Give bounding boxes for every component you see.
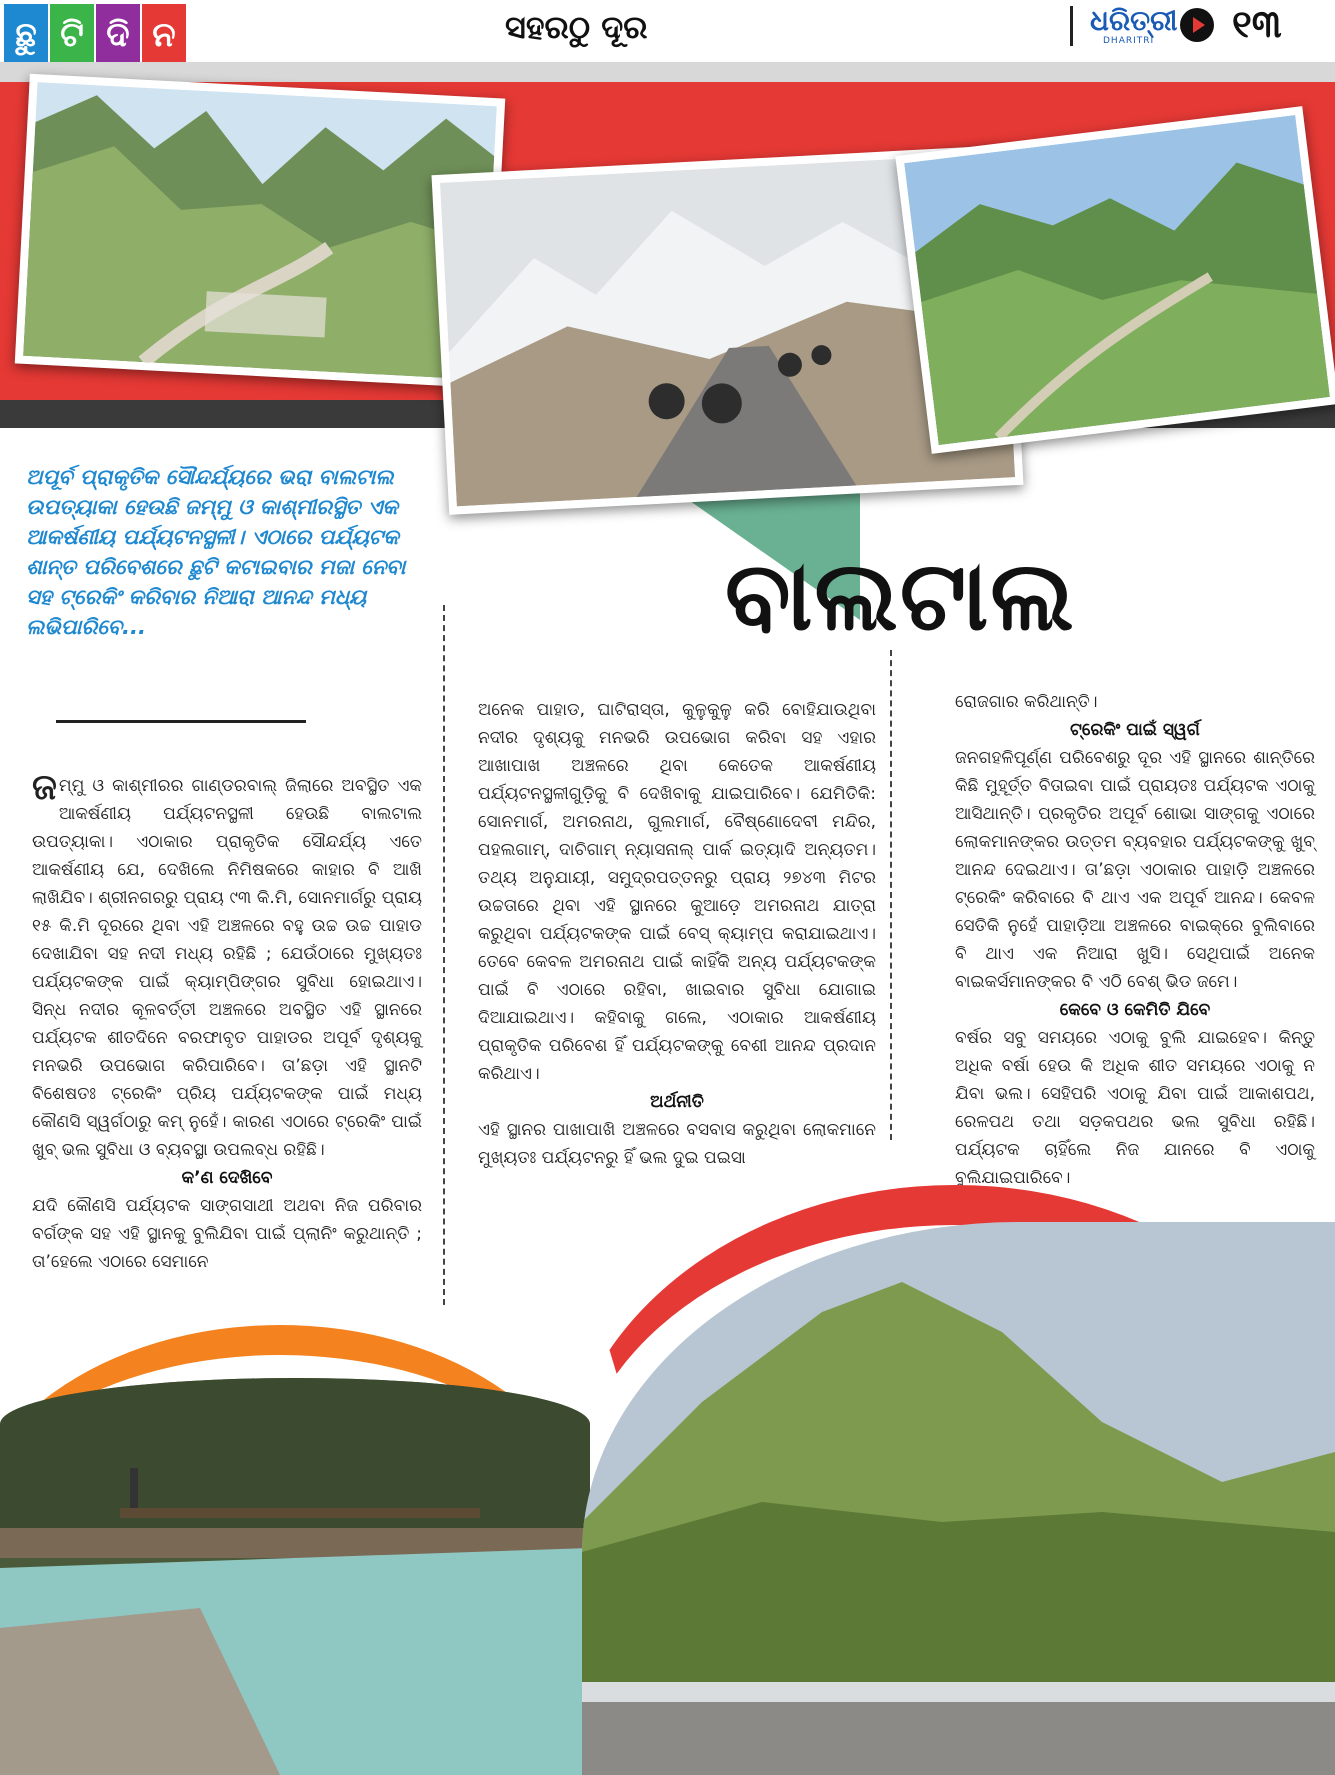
logo-letter: ନ — [142, 4, 186, 66]
paragraph: ରୋଜଗାର କରିଥାନ୍ତି। — [955, 692, 1098, 712]
column-divider — [443, 605, 445, 1305]
paragraph: ଯଦି କୌଣସି ପର୍ଯ୍ୟଟକ ସାଙ୍ଗସାଥୀ ଅଥବା ନିଜ ପରିବାର ବର୍ଗଙ୍କ ସହ ଏହି ସ୍ଥାନକୁ ବୁଲିଯିବା ପାଇଁ ପ୍ଲାନିଂ କରୁଥାନ୍ତି ; ତା’ହେଲେ ଏଠାରେ ସେମାନେ — [32, 1196, 422, 1272]
article-column-2 — [478, 696, 876, 1172]
brand-logo: ଧରିତ୍ରୀ — [1090, 4, 1178, 37]
logo-letter: ଟି — [50, 4, 94, 66]
mountain-valley-photo — [15, 74, 506, 389]
intro-rule — [56, 720, 306, 723]
subheading: କ’ଣ ଦେଖିବେ — [181, 1168, 273, 1188]
paragraph — [32, 767, 422, 1164]
logo-letter: ଦି — [96, 4, 140, 66]
header-divider — [1070, 6, 1073, 46]
intro-blurb: ଅପୂର୍ବ ପ୍ରାକୃତିକ ସୌନ୍ଦର୍ଯ୍ୟରେ ଭରା ବାଲଟାଲ ଉପତ୍ୟାକା ହେଉଛି ଜମ୍ମୁ ଓ କାଶ୍ମୀରସ୍ଥିତ ଏକ ଆକର୍ଷଣୀୟ ପର୍ଯ୍ୟଟନସ୍ଥଳୀ। ଏଠାରେ ପର୍ଯ୍ୟଟକ ଶାନ୍ତ ପରିବେଶରେ ଛୁଟି କଟାଇବାର ମଜା ନେବା ସହ ଟ୍ରେକିଂ କରିବାର ନିଆରା ଆନନ୍ଦ ମଧ୍ୟ ଲଭିପାରିବେ... — [26, 465, 406, 639]
dropcap: ଜ — [32, 767, 57, 808]
paragraph: ଅନେକ ପାହାଡ, ଘାଟିରାସ୍ତା, କୁଳୁକୁଳୁ କରି ବୋହିଯାଉଥିବା ନଦୀର ଦୃଶ୍ୟକୁ ମନଭରି ଉପଭୋଗ କରିବା ସହ ଏହାର ଆଖାପାଖ ଅଞ୍ଚଳରେ ଥିବା କେତେକ ଆକର୍ଷଣୀୟ ପର୍ଯ୍ୟଟନସ୍ଥଳୀଗୁଡ଼ିକୁ ବି ଦେଖିବାକୁ ଯାଇପାରିବେ। ଯେମିତିକି: ସୋନମାର୍ଗ, ଅମରନାଥ, ଗୁଲମାର୍ଗ, ବୈଷ୍ଣୋଦେବୀ ମନ୍ଦିର, ପହଲଗାମ୍, ଦାଚିଗାମ୍ ନ୍ୟାସନାଲ୍ ପାର୍କ ଇତ୍ୟାଦି ଅନ୍ୟତମ। ତଥ୍ୟ ଅନୁଯାୟୀ, ସମୁଦ୍ରପତ୍ତନରୁ ପ୍ରାୟ ୨୭୪୩ ମିଟର ଉଚ୍ଚତାରେ ଥିବା ଏହି ସ୍ଥାନରେ କୁଆଡ଼େ ଅମରନାଥ ଯାତ୍ରା କରୁଥିବା ପର୍ଯ୍ୟଟକଙ୍କ ପାଇଁ ବେସ୍ କ୍ୟାମ୍ପ କରାଯାଇଥାଏ। ତେବେ କେବଳ ଅମରନାଥ ପାଇଁ କାହିଁକି ଅନ୍ୟ ପର୍ଯ୍ୟଟକଙ୍କ ପାଇଁ ବି ଏଠାରେ ରହିବା, ଖାଇବାର ସୁବିଧା ଯୋଗାଇ ଦିଆଯାଇଥାଏ। କହିବାକୁ ଗଲେ, ଏଠାକାର ଆକର୍ଷଣୀୟ ପ୍ରାକୃତିକ ପରିବେଶ ହିଁ ପର୍ଯ୍ୟଟକଙ୍କୁ ବେଶୀ ଆନନ୍ଦ ପ୍ରଦାନ କରିଥାଏ। — [478, 700, 876, 1084]
play-icon — [1180, 8, 1214, 42]
paragraph: ଜନଗହଳିପୂର୍ଣ୍ଣ ପରିବେଶରୁ ଦୂର ଏହି ସ୍ଥାନରେ ଶାନ୍ତିରେ କିଛି ମୁହୂର୍ତ୍ତ ବିତାଇବା ପାଇଁ ପ୍ରାୟତଃ ପର୍ଯ୍ୟଟକ ଏଠାକୁ ଆସିଥାନ୍ତି। ପ୍ରକୃତିର ଅପୂର୍ବ ଶୋଭା ସାଙ୍ଗକୁ ଏଠାରେ ଲୋକମାନଙ୍କର ଉତ୍ତମ ବ୍ୟବହାର ପର୍ଯ୍ୟଟକଙ୍କୁ ଖୁବ୍ ଆନନ୍ଦ ଦେଇଥାଏ। ତା’ଛଡ଼ା ଏଠାକାର ପାହାଡ଼ି ଅଞ୍ଚଳରେ ଟ୍ରେକିଂ କରିବାରେ ବି ଥାଏ ଏକ ଅପୂର୍ବ ଆନନ୍ଦ। କେବଳ ସେତିକି ନୁହେଁ ପାହାଡ଼ିଆ ଅଞ୍ଚଳରେ ବାଇକ୍‌ରେ ବୁଲିବାରେ ବି ଥାଏ ଏକ ନିଆରା ଖୁସି। ସେଥିପାଇଁ ଅନେକ ବାଇକର୍ସମାନଙ୍କର ବି ଏଠି ବେଶ୍ ଭିଡ ଜମେ। — [955, 748, 1315, 992]
article-column-1 — [32, 767, 422, 1276]
column-divider — [890, 650, 892, 1140]
subheading: ଅର୍ଥନୀତି — [650, 1092, 704, 1112]
section-title: ସହରଠୁ ଦୂର — [505, 8, 648, 46]
paragraph-text: ମ୍ମୁ ଓ କାଶ୍ମୀରର ଗାଣ୍ଡରବାଲ୍ ଜିଲାରେ ଅବସ୍ଥିତ ଏକ ଆକର୍ଷଣୀୟ ପର୍ଯ୍ୟଟନସ୍ଥଳୀ ହେଉଛି ବାଲଟାଲ ଉପତ୍ୟାକା। ଏଠାକାର ପ୍ରାକୃତିକ ସୌନ୍ଦର୍ଯ୍ୟ ଏତେ ଆକର୍ଷଣୀୟ ଯେ, ଦେଖିଲେ ନିମିଷକରେ କାହାର ବି ଆଖି ଲାଖିଯିବ। ଶ୍ରୀନଗରରୁ ପ୍ରାୟ ୯୩ କି.ମି, ସୋନମାର୍ଗରୁ ପ୍ରାୟ ୧୫ କି.ମି ଦୂରରେ ଥିବା ଏହି ଅଞ୍ଚଳରେ ବହୁ ଉଚ୍ଚ ଉଚ୍ଚ ପାହାଡ ଦେଖାଯିବା ସହ ନଦୀ ମଧ୍ୟ ରହିଛି ; ଯେଉଁଠାରେ ମୁଖ୍ୟତଃ ପର୍ଯ୍ୟଟକଙ୍କ ପାଇଁ କ୍ୟାମ୍ପିଙ୍ଗର ସୁବିଧା ହୋଇଥାଏ। ସିନ୍ଧ ନଦୀର କୂଳବର୍ତ୍ତୀ ଅଞ୍ଚଳରେ ଅବସ୍ଥିତ ଏହି ସ୍ଥାନରେ ପର୍ଯ୍ୟଟକ ଶୀତଦିନେ ବରଫାବୃତ ପାହାଡର ଅପୂର୍ବ ଦୃଶ୍ୟକୁ ମନଭରି ଉପଭୋଗ କରିପାରିବେ। ତା’ଛଡ଼ା ଏହି ସ୍ଥାନଟି ବିଶେଷତଃ ଟ୍ରେକିଂ ପ୍ରିୟ ପର୍ଯ୍ୟଟକଙ୍କ ପାଇଁ ମଧ୍ୟ କୌଣସି ସ୍ୱର୍ଗଠାରୁ କମ୍ ନୁହେଁ। କାରଣ ଏଠାରେ ଟ୍ରେକିଂ ପାଇଁ ଖୁବ୍ ଭଲ ସୁବିଧା ଓ ବ୍ୟବସ୍ଥା ଉପଲବ୍ଧ ରହିଛି। — [32, 776, 422, 1160]
logo-letter: ଛୁ — [4, 4, 48, 66]
header-strip — [0, 62, 1335, 82]
paragraph: ଏହି ସ୍ଥାନର ପାଖାପାଖି ଅଞ୍ଚଳରେ ବସବାସ କରୁଥିବା ଲୋକମାନେ ମୁଖ୍ୟତଃ ପର୍ଯ୍ୟଟନରୁ ହିଁ ଭଲ ଦୁଇ ପଇସା — [478, 1120, 876, 1168]
brand-subtitle: DHARITRI — [1103, 36, 1155, 46]
river-log-bridge-photo — [0, 1378, 590, 1775]
page-header — [0, 0, 1335, 62]
subheading: ଟ୍ରେକିଂ ପାଇଁ ସ୍ୱର୍ଗ — [1070, 720, 1200, 740]
subheading: କେବେ ଓ କେମିତି ଯିବେ — [1059, 1000, 1211, 1020]
page-number: ୧୩ — [1232, 2, 1282, 46]
section-logo — [4, 4, 186, 66]
article-column-3 — [955, 688, 1315, 1192]
paragraph: ବର୍ଷର ସବୁ ସମୟରେ ଏଠାକୁ ବୁଲି ଯାଇହେବ। କିନ୍ତୁ ଅଧିକ ବର୍ଷା ହେଉ କି ଅଧିକ ଶୀତ ସମୟରେ ଏଠାକୁ ନ ଯିବା ଭଲ। ସେହିପରି ଏଠାକୁ ଯିବା ପାଇଁ ଆକାଶପଥ, ରେଳପଥ ତଥା ସଡ଼କପଥର ଭଲ ସୁବିଧା ରହିଛି। ପର୍ଯ୍ୟଟକ ଚାହିଁଲେ ନିଜ ଯାନରେ ବି ଏଠାକୁ ବୁଲିଯାଇପାରିବେ। — [955, 1028, 1315, 1188]
page-title: ବାଲଟାଲ — [725, 540, 1076, 652]
green-valley-photo — [895, 106, 1335, 454]
